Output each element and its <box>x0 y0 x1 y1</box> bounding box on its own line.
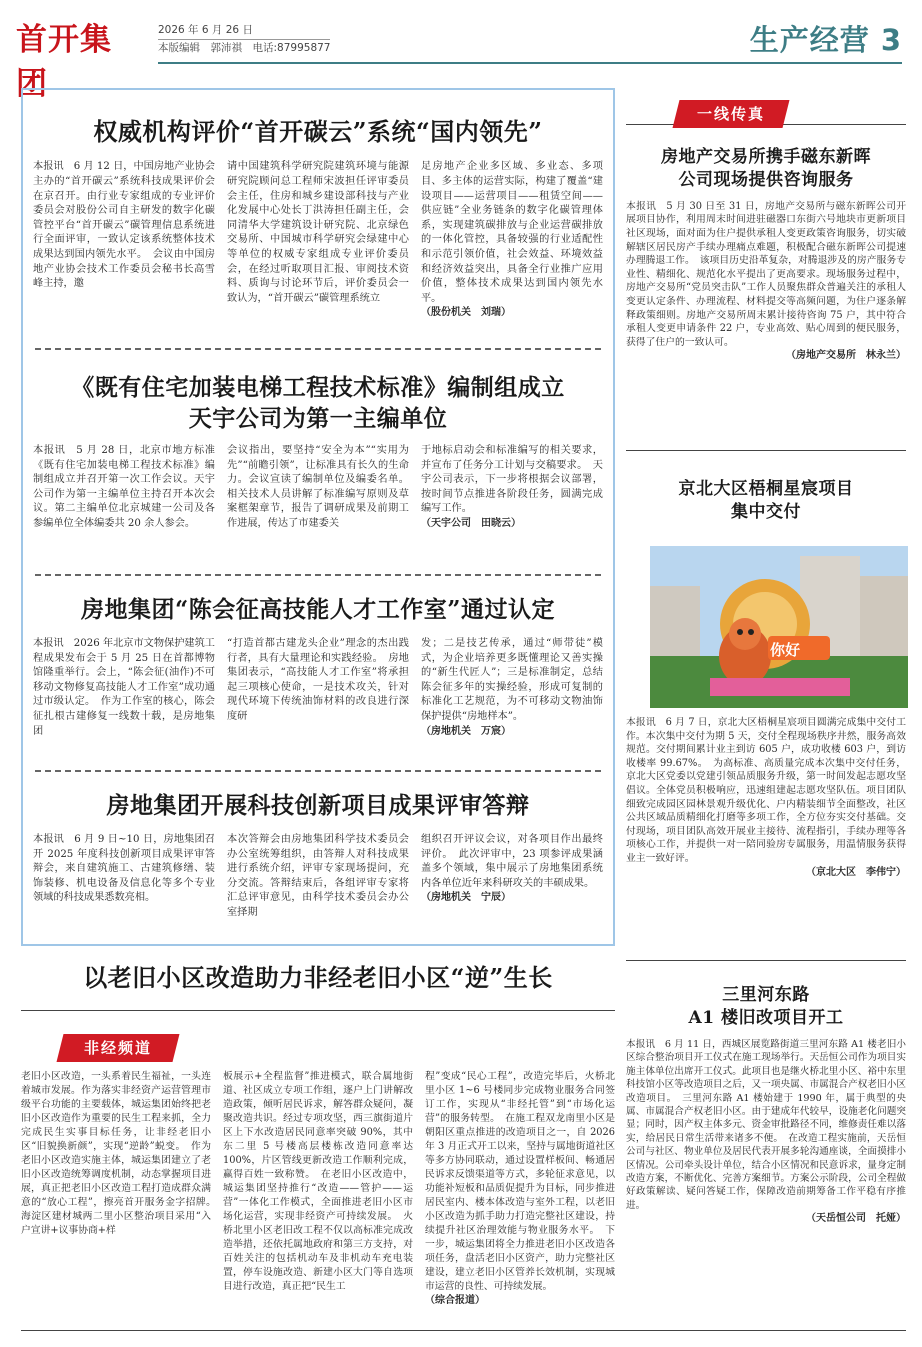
article-rule <box>21 1010 615 1011</box>
page-bottom-rule <box>21 1330 906 1331</box>
article-divider <box>35 770 601 772</box>
article-credit: （房地机关 万宸） <box>421 725 511 737</box>
article-col-3 <box>421 160 603 338</box>
article-body <box>626 200 906 412</box>
article-col-1: 本报讯 5 月 28 日，北京市地方标准《既有住宅加装电梯工程技术标准》编制组成立并召开第一次工作会议。天宇公司作为第一主编单位主持召开本次会议。第二主编单位北京城建一公司及各参编单位全体编委共 20 余人参会。 <box>33 445 215 530</box>
article-divider <box>35 348 601 350</box>
article-title: 权威机构评价“首开碳云”系统“国内领先” <box>93 117 543 146</box>
editor-line: 本版编辑 郭沛祺 电话:87995877 <box>158 42 331 54</box>
article-col-1: 本报讯 2026 年北京市文物保护建筑工程成果发布会于 5 月 25 日在首都博物馆隆重举行。会上，“陈会征(油作)不可移动文物修复高技能人才工作室”成功通过市级认定。 作为工作室的核心，陈会征扎根古建修复一线数十载，是房地集团 <box>33 638 215 737</box>
article-text: 本报讯 6 月 7 日，京北大区梧桐星宸项目圆满完成集中交付工作。本次集中交付为期 5 天，交付全程现场秩序井然，服务高效规范。交付期间累计业主到访 605 户，成功收楼 603 户，到访收楼率 99.67%。 为高标准、高质量完成本次集中交付任务，京北大区党委以党建引领品质服务升级，第一时间发起志愿攻坚倡议。全体党员积极响应，迅速组建起志愿攻坚队伍。项目团队细致完成园区园林景观升级优化、户内精装细节全面整改，社区公共区域品质精细化打磨等多项工作，全方位夯实交付基础。交付现场，项目团队高效开展业主接待、流程指引，手续办理等各项核心工作，并提供一对一陪同验房专属服务，用温情服务获得业主一致好评。 <box>626 717 906 864</box>
article-title-line1: 《既有住宅加装电梯工程技术标准》编制组成立 <box>71 374 565 401</box>
article-body <box>33 637 603 757</box>
article-credit: （股份机关 刘瑞） <box>421 307 511 319</box>
newspaper-logo: 首开集团 <box>16 22 112 102</box>
article-col-3 <box>425 1070 615 1320</box>
article-col-2: “打造首都古建龙头企业”理念的杰出践行者，具有大量理论和实践经验。 房地集团表示，“高技能人才工作室”将承担起三项核心使命，一是技术攻关，针对现代环境下传统油饰材料的改良进行深度研 <box>227 638 409 723</box>
article-col-3-text: 于地标启动会和标准编写的相关要求，并宣布了任务分工计划与交稿要求。 天宇公司表示，下一步将根据会议部署，按时间节点推进各阶段任务，圆满完成编写工作。 <box>421 445 603 515</box>
article-col-3 <box>421 444 603 569</box>
article-col-3 <box>421 833 603 939</box>
article-title: 以老旧小区改造助力非经老旧小区“逆”生长 <box>83 963 553 992</box>
article-title: 房地集团开展科技创新项目成果评审答辩 <box>106 792 530 819</box>
article-title-line1: 三里河东路 <box>722 985 810 1005</box>
delivery-photo <box>650 546 908 708</box>
article-credit: （京北大区 李伟宁） <box>806 866 906 878</box>
article-skill-studio <box>33 594 603 757</box>
article-title <box>33 372 603 434</box>
article-divider <box>35 574 601 576</box>
article-body <box>626 716 906 946</box>
left-article-box <box>21 88 615 946</box>
article-a1-renovation <box>626 984 906 1296</box>
article-title-line2: 集中交付 <box>731 501 801 522</box>
article-text: 本报讯 6 月 11 日，西城区展览路街道三里河东路 A1 楼老旧小区综合整治项目开工仪式在施工现场举行。天岳恒公司作为项目实施主体单位出席开工仪式。此项目也是继火桥北里小区、裕中东里科技馆小区等改造项目之后，又一项央属、市属混合产权老旧小区改造项目。 三里河东路 A1 楼始建于 1990 年，属于典型的央属、市属混合产权老旧小区。由于建成年代较早，设施老化问题突显；同时，因产权主体多元、资金审批路径不同，维修责任难以落实，给居民日常生活带来诸多不便。 在改造工程实施前，天岳恒公司与社区、物业单位及居民代表开展多轮沟通座谈，全面摸排小区情况。公司牵头设计单位，结合小区情况和民意诉求，量身定制改造方案，不断优化、完善方案细节。方案公示阶段，公司全程做好政策解读、疑问答疑工作，保障改造前期筹备工作平稳有序推进。 <box>626 1038 906 1211</box>
article-col-2: 会议指出，要坚持“安全为本”“实用为先”“前瞻引领”，让标准具有长久的生命力。会议宣读了编制单位及编委名单。相关技术人员讲解了标准编写原则及草案框架章节，报告了调研成果及前期工作进展，传达了市建委关 <box>227 445 409 530</box>
article-body <box>21 1070 615 1320</box>
article-credit: （房地机关 宁辰） <box>421 892 511 904</box>
article-col-1: 老旧小区改造，一头系着民生福祉，一头连着城市发展。作为落实非经资产运营管理市级平台功能的主要载体，城运集团始终把老旧小区改造作为重要的民生工程来抓，全力完成民生实事目标任务，让非经老旧小区“旧貌换新颜”，实现“逆龄”蜕变。 作为老旧小区改造实施主体，城运集团建立了老旧小区改造统筹调度机制，动态掌握项目进展，真正把老旧小区改造工程打造成群众满意的“放心工程”，擦亮首开服务金字招牌。 海淀区建材城两二里小区整治项目采用“入户宣讲+议事协商+样 <box>21 1071 221 1236</box>
frontline-tag <box>673 100 790 128</box>
article-tech-review <box>33 790 603 939</box>
article-rule <box>626 960 906 961</box>
photo-sign-text: 你好 <box>770 641 801 659</box>
article-carbon-cloud <box>33 116 603 338</box>
article-body <box>626 1038 906 1296</box>
article-old-community <box>21 962 615 994</box>
masthead-rule <box>158 62 902 64</box>
article-title-line1: 房地产交易所携手磁东新晖 <box>661 147 871 167</box>
article-title <box>626 478 906 524</box>
article-col-2: 请中国建筑科学研究院建筑环境与能源研究院顾问总工程师宋波担任评审委员会主任，住房和城乡建设部科技与产业化发展中心处长丁洪涛担任副主任，会同清华大学建筑设计研究院、北京绿色交易所、中国城市科学研究会绿建中心等单位的权威专家组成专业评价委员会，在经过听取项目汇报、审阅技术资料、质询与讨论环节后，评价委员会一致认为，“首开碳云”碳管理系统立 <box>227 161 409 304</box>
article-title-line2: A1 楼旧改项目开工 <box>688 1007 844 1028</box>
article-col-3-text: 程”变成“民心工程”，改造完毕后，火桥北里小区 1~6 号楼同步完成物业服务合同签订工作，实现从“非经托管”到“市场化运营”的服务转型。 在施工程双龙南里小区是朝阳区重点推进的改造项目之一，自 2026 年 3 月正式开工以来，坚持与属地街道社区等多方协同联动，通过设置样板间、畅通居民诉求反馈渠道等方式，多轮征求意见，以功能补短板和品质促提升为目标，同步推进居民室内、楼本体改造与室外工程，以老旧小区改造为抓手助力打造完整社区建设，持续提升社区治理效能与物业服务水平。 下一步，城运集团将全力推进老旧小区改造各项任务，盘活老旧小区资产，助力完整社区建设，建立老旧小区管养长效机制，实现城市运营的良性、可持续发展。 <box>425 1071 615 1292</box>
article-col-3 <box>421 637 603 757</box>
delivery-photo-illustration <box>650 546 908 708</box>
article-credit: （综合报道） <box>425 1295 485 1306</box>
article-title-line1: 京北大区梧桐星宸项目 <box>678 479 854 499</box>
article-credit: （天宇公司 田晓云） <box>421 518 521 530</box>
article-real-estate-exchange <box>626 146 906 412</box>
article-body <box>33 160 603 338</box>
channel-tag <box>57 1034 180 1062</box>
article-credit: （天岳恒公司 托娅） <box>806 1213 906 1225</box>
article-delivery <box>626 478 906 524</box>
article-text: 本报讯 5 月 30 日至 31 日，房地产交易所与磁东新晖公司开展项目协作，利用周末时间进驻磁器口东街六号地块市更新项目社区现场，面对面为住户提供承租人变更政策咨询服务，切实破解辖区居民房产手续办理痛点难题，积极配合磁东新晖公司提速办理腾退工作。 该项目历史沿革复杂，对腾退涉及的房产服务专业性、精细化、规范化水平提出了更高要求。现场服务过程中，房地产交易所“党员突击队”工作人员聚焦群众普遍关注的承租人变更认定条件、办理流程、材料提交等高频问题，为住户逐条解释政策细则。房地产交易所周末累计接待咨询 75 户，其中符合承租人变更申请条件 22 户，专业高效、贴心周到的便民服务，获得了住户的一致认可。 <box>626 200 906 348</box>
masthead-info <box>158 22 330 57</box>
article-col-2: 板展示+全程监督”推进模式，联合属地街道、社区成立专项工作组，逐户上门讲解改造政策，倾听居民诉求，解答群众疑问，凝聚改造共识。经过专项攻坚，西三旗街道片区上下水改造居民同意率突破 90%，其中东二里 5 号楼高层楼栋改造同意率达 100%，片区管线更新改造工作顺利完成，赢得百姓一致称赞。 在老旧小区改造中，城运集团坚持推行“改造——管护——运营”一体化工作模式，全面推进老旧小区市场化运营，实现非经资产可持续发展。 火桥北里小区老旧改工程不仅以高标准完成改造举措，还依托属地政府和第三方支持，对百姓关注的包括机动车及非机动车充电装置，停车设施改造、新建小区大门等自选项目进行改造，真正把“民生工 <box>223 1071 413 1292</box>
article-title: 房地集团“陈会征高技能人才工作室”通过认定 <box>81 596 555 623</box>
article-title-line2: 天宇公司为第一主编单位 <box>188 405 448 433</box>
article-col-3-text: 发；二是技艺传承，通过“师带徒”模式，为企业培养更多既懂理论又善实操的“新生代匠人”；三是标准制定，总结陈会征多年的实操经验，形成可复制的标准化工艺规范，为不可移动文物油饰保护提供“房地样本”。 <box>421 638 603 723</box>
article-title <box>626 984 906 1030</box>
article-rule <box>626 450 906 451</box>
article-title-line2: 公司现场提供咨询服务 <box>678 169 854 190</box>
masthead <box>0 0 922 102</box>
article-body <box>33 444 603 569</box>
article-title <box>626 146 906 192</box>
channel-tag-label: 非经频道 <box>83 1039 152 1057</box>
article-col-3-text: 组织召开评议会议，对各项目作出最终评价。 此次评审中，23 项参评成果涵盖多个领域，集中展示了房地集团系统内各单位近年来科研攻关的丰硕成果。 <box>421 834 603 889</box>
article-credit: （房地产交易所 林永兰） <box>786 350 906 362</box>
frontline-tag-label: 一线传真 <box>696 105 765 123</box>
article-col-2: 本次答辩会由房地集团科学技术委员会办公室统筹组织，由答辩人对科技成果进行系统介绍，评审专家现场提问，充分交流。答辩结束后，各组评审专家将汇总评审意见，由科学技术委员会办公室择期 <box>227 834 409 919</box>
article-elevator-standard <box>33 372 603 569</box>
section-title: 生产经营 3 <box>749 23 902 57</box>
issue-date: 2026 年 6 月 26 日 <box>158 22 330 40</box>
article-body <box>33 833 603 939</box>
article-col-3-text: 足房地产企业多区域、多业态、多项目、多主体的运营实际，构建了覆盖“建设项目——运营项目——租赁空间——供应链”全业务链条的数字化碳管理体系，实现建筑碳排放与企业运营碳排放的一体化管控，具备较强的行业适配性和示范引领价值，社会效益、环境效益和经济效益突出，具备全行业推广应用价值，整体技术成果达到国内领先水平。 <box>421 161 603 304</box>
article-col-1: 本报讯 6 月 9 日~10 日，房地集团召开 2025 年度科技创新项目成果评审答辩会，来自建筑施工、古建筑修缮、装饰装修、机电设备及信息化等多个专业领域的科技成果悉数亮相。 <box>33 834 215 904</box>
article-col-1: 本报讯 6 月 12 日，中国房地产业协会主办的“首开碳云”系统科技成果评价会在京召开。由行业专家组成的专业评价委员会对股份公司自主研发的数字化碳管控平台“首开碳云”碳管理信息系统进行全面评审，一致认定该系统整体技术成果达到国内领先水平。 会议由中国房地产业协会技术工作委员会秘书长高雪峰主持，邀 <box>33 161 215 290</box>
